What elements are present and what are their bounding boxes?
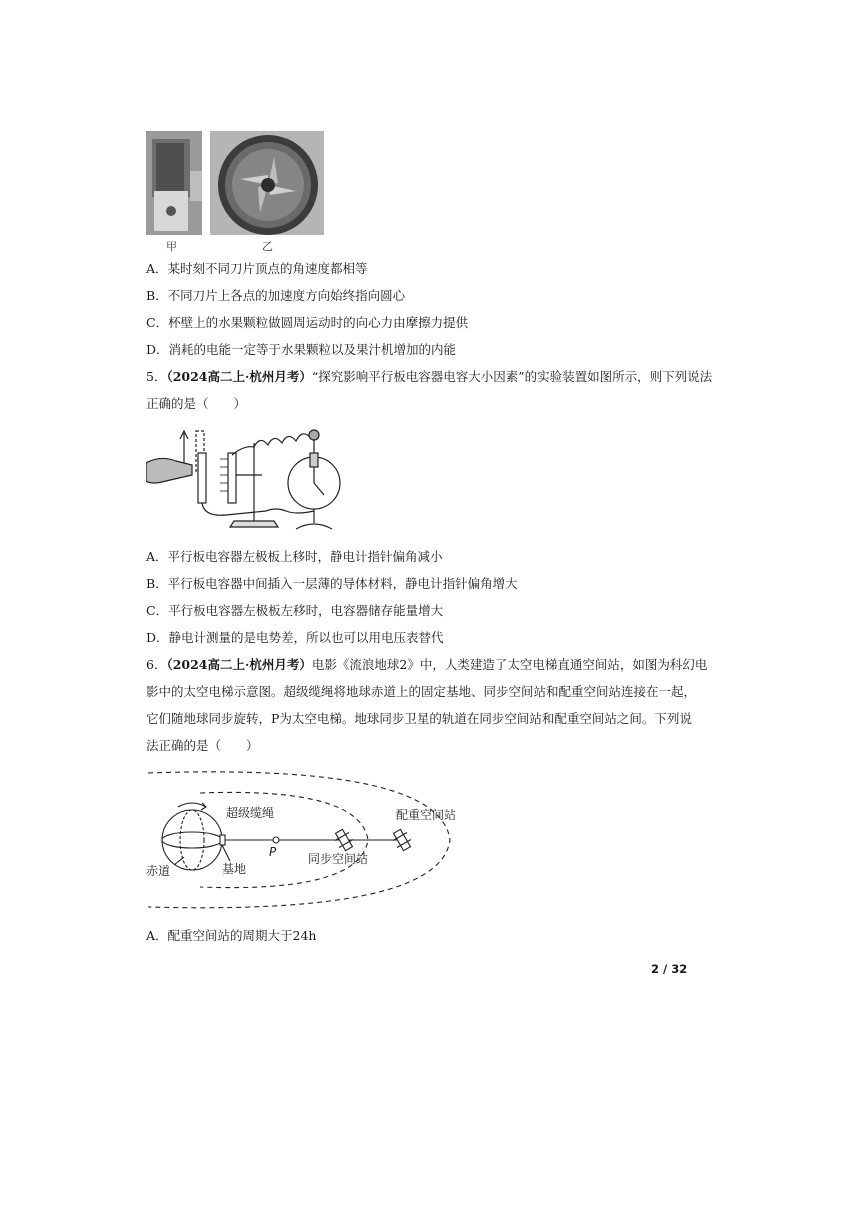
q6-option-a: A．配重空间站的周期大于24h <box>146 928 317 943</box>
q5-capacitor-diagram-svg <box>146 425 356 537</box>
q4-option-b: B．不同刀片上各点的加速度方向始终指向圆心 <box>146 288 406 303</box>
q5-source: （2024高二上·杭州月考） <box>166 369 312 384</box>
q5-stem-line1 <box>146 369 712 385</box>
q5-option-c: C．平行板电容器左极板左移时，电容器储存能量增大 <box>146 603 444 618</box>
q4-option-c: C．杯壁上的水果颗粒做圆周运动时的向心力由摩擦力提供 <box>146 315 469 330</box>
juicer-photo-yi <box>210 131 324 235</box>
q6-stem-line4: 法正确的是（ ） <box>146 738 259 753</box>
q5-number: 5． <box>146 369 167 384</box>
q4-option-d: D．消耗的电能一定等于水果颗粒以及果汁机增加的内能 <box>146 342 457 357</box>
label-counterweight: 配重空间站 <box>396 808 457 822</box>
page-number: 2 / 32 <box>651 962 688 976</box>
juicer-photo-jia-image <box>146 131 202 235</box>
q6-stem-text: 电影《流浪地球2》中，人类建造了太空电梯直通空间站，如图为科幻电 <box>311 657 708 672</box>
label-p: P <box>269 845 277 859</box>
q5-stem-line2: 正确的是（ ） <box>146 396 247 411</box>
label-equator: 赤道 <box>146 864 171 878</box>
figure-caption-jia: 甲 <box>166 240 177 253</box>
q4-option-a: A．某时刻不同刀片顶点的角速度都相等 <box>146 261 368 276</box>
q6-space-elevator-diagram <box>140 765 480 915</box>
q5-stem-text: “探究影响平行板电容器电容大小因素”的实验装置如图所示，则下列说法 <box>311 369 713 384</box>
label-base: 基地 <box>222 862 247 876</box>
q6-stem-line1 <box>146 657 707 673</box>
label-geo-station: 同步空间站 <box>308 852 369 866</box>
q5-option-d: D．静电计测量的是电势差，所以也可以用电压表替代 <box>146 630 444 645</box>
q6-space-elevator-svg <box>140 765 480 915</box>
label-cable: 超级缆绳 <box>226 806 275 820</box>
q6-stem-line2: 影中的太空电梯示意图。超级缆绳将地球赤道上的固定基地、同步空间站和配重空间站连接在一起， <box>146 684 697 699</box>
q5-option-a: A．平行板电容器左极板上移时，静电计指针偏角减小 <box>146 549 443 564</box>
q5-capacitor-diagram <box>146 425 356 537</box>
figure-caption-yi: 乙 <box>262 240 273 253</box>
juicer-photo-jia <box>146 131 202 235</box>
q5-option-b: B．平行板电容器中间插入一层薄的导体材料，静电计指针偏角增大 <box>146 576 518 591</box>
q6-source: （2024高二上·杭州月考） <box>166 657 312 672</box>
q6-stem-line3: 它们随地球同步旋转，P为太空电梯。地球同步卫星的轨道在同步空间站和配重空间站之间。下列说 <box>146 711 692 726</box>
q6-number: 6． <box>146 657 167 672</box>
juicer-photo-yi-image <box>210 131 324 235</box>
